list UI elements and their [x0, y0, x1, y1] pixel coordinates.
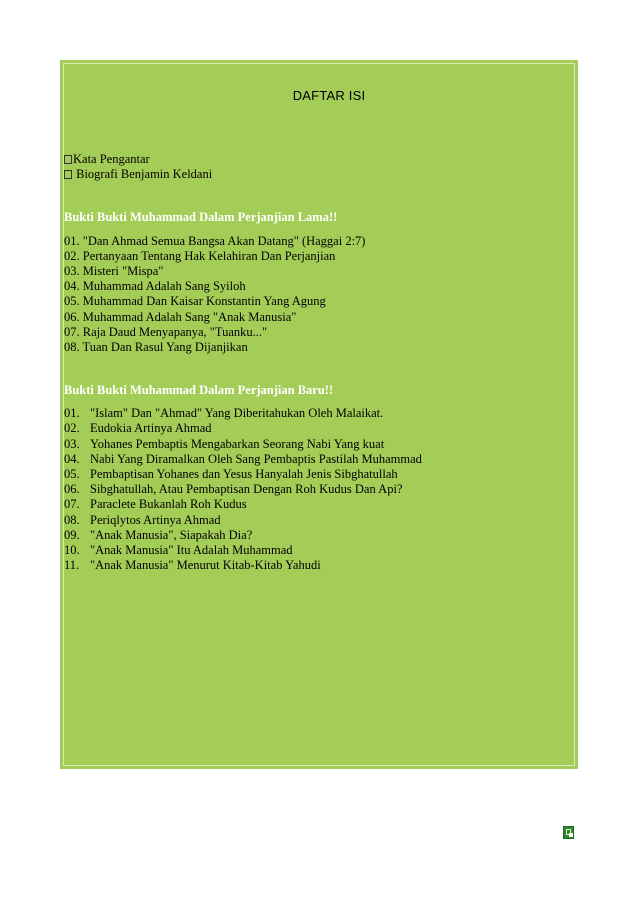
item-number: 07. [64, 497, 80, 512]
front-matter-item: Biografi Benjamin Keldani [64, 167, 564, 182]
table-of-contents [64, 152, 564, 573]
item-number: 10. [64, 542, 80, 557]
list-item [64, 452, 564, 467]
item-number: 03. [64, 436, 80, 451]
item-number: 06. [64, 482, 80, 497]
list-item [64, 482, 564, 497]
item-text: "Anak Manusia" Itu Adalah Muhammad [90, 542, 293, 557]
section-heading-old-testament: Bukti Bukti Muhammad Dalam Perjanjian Lama!! [64, 210, 338, 225]
item-number: 05. [64, 467, 80, 481]
item-number: 01. [64, 406, 80, 421]
list-item [64, 497, 564, 512]
item-number: 08. [64, 512, 80, 527]
list-item: 03. Misteri "Mispa" [64, 263, 164, 278]
list-item [64, 406, 564, 421]
item-text: "Anak Manusia" Menurut Kitab-Kitab Yahudi [90, 558, 321, 573]
list-item [64, 437, 564, 452]
item-text: Paraclete Bukanlah Roh Kudus [90, 497, 247, 512]
list-item: 07. Raja Daud Menyapanya, "Tuanku..." [64, 324, 268, 339]
list-item [64, 513, 564, 528]
front-matter-item: Kata Pengantar [64, 152, 564, 167]
item-number: 02. [64, 421, 80, 436]
list-item: 01. "Dan Ahmad Semua Bangsa Akan Datang" (Haggai 2:7) [64, 233, 366, 248]
list-item [64, 421, 564, 436]
item-text: Sibghatullah, Atau Pembaptisan Dengan Roh Kudus Dan Api? [90, 482, 403, 497]
section-heading-new-testament: Bukti Bukti Muhammad Dalam Perjanjian Baru!! [64, 383, 334, 398]
item-text: Yohanes Pembaptis Mengabarkan Seorang Nabi Yang kuat [90, 436, 385, 451]
item-number: 04. [64, 451, 80, 466]
list-item: 08. Tuan Dan Rasul Yang Dijanjikan [64, 339, 248, 354]
document-icon[interactable] [563, 826, 574, 839]
list-item: 05. Muhammad Dan Kaisar Konstantin Yang Agung [64, 294, 326, 309]
item-text: "Anak Manusia", Siapakah Dia? [90, 527, 253, 542]
item-text: Periqlytos Artinya Ahmad [90, 512, 221, 527]
list-item [64, 543, 564, 558]
item-number: 09. [64, 527, 80, 542]
item-text: Nabi Yang Diramalkan Oleh Sang Pembaptis Pastilah Muhammad [90, 451, 422, 466]
item-text: "Islam" Dan "Ahmad" Yang Diberitahukan Oleh Malaikat. [90, 406, 384, 421]
missing-glyph-icon [64, 170, 72, 179]
page-title: DAFTAR ISI [292, 88, 366, 103]
list-item [64, 558, 564, 573]
item-number: 11. [64, 558, 80, 573]
missing-glyph-icon [64, 155, 72, 164]
list-item: 02. Pertanyaan Tentang Hak Kelahiran Dan Perjanjian [64, 248, 336, 263]
list-item: 06. Muhammad Adalah Sang "Anak Manusia" [64, 309, 297, 324]
list-item [64, 528, 564, 543]
item-text: Eudokia Artinya Ahmad [90, 421, 212, 436]
item-text: Pembaptisan Yohanes dan Yesus Hanyalah Jenis Sibghatullah [90, 467, 398, 481]
list-item: 04. Muhammad Adalah Sang Syiloh [64, 279, 246, 294]
list-item [64, 467, 564, 482]
